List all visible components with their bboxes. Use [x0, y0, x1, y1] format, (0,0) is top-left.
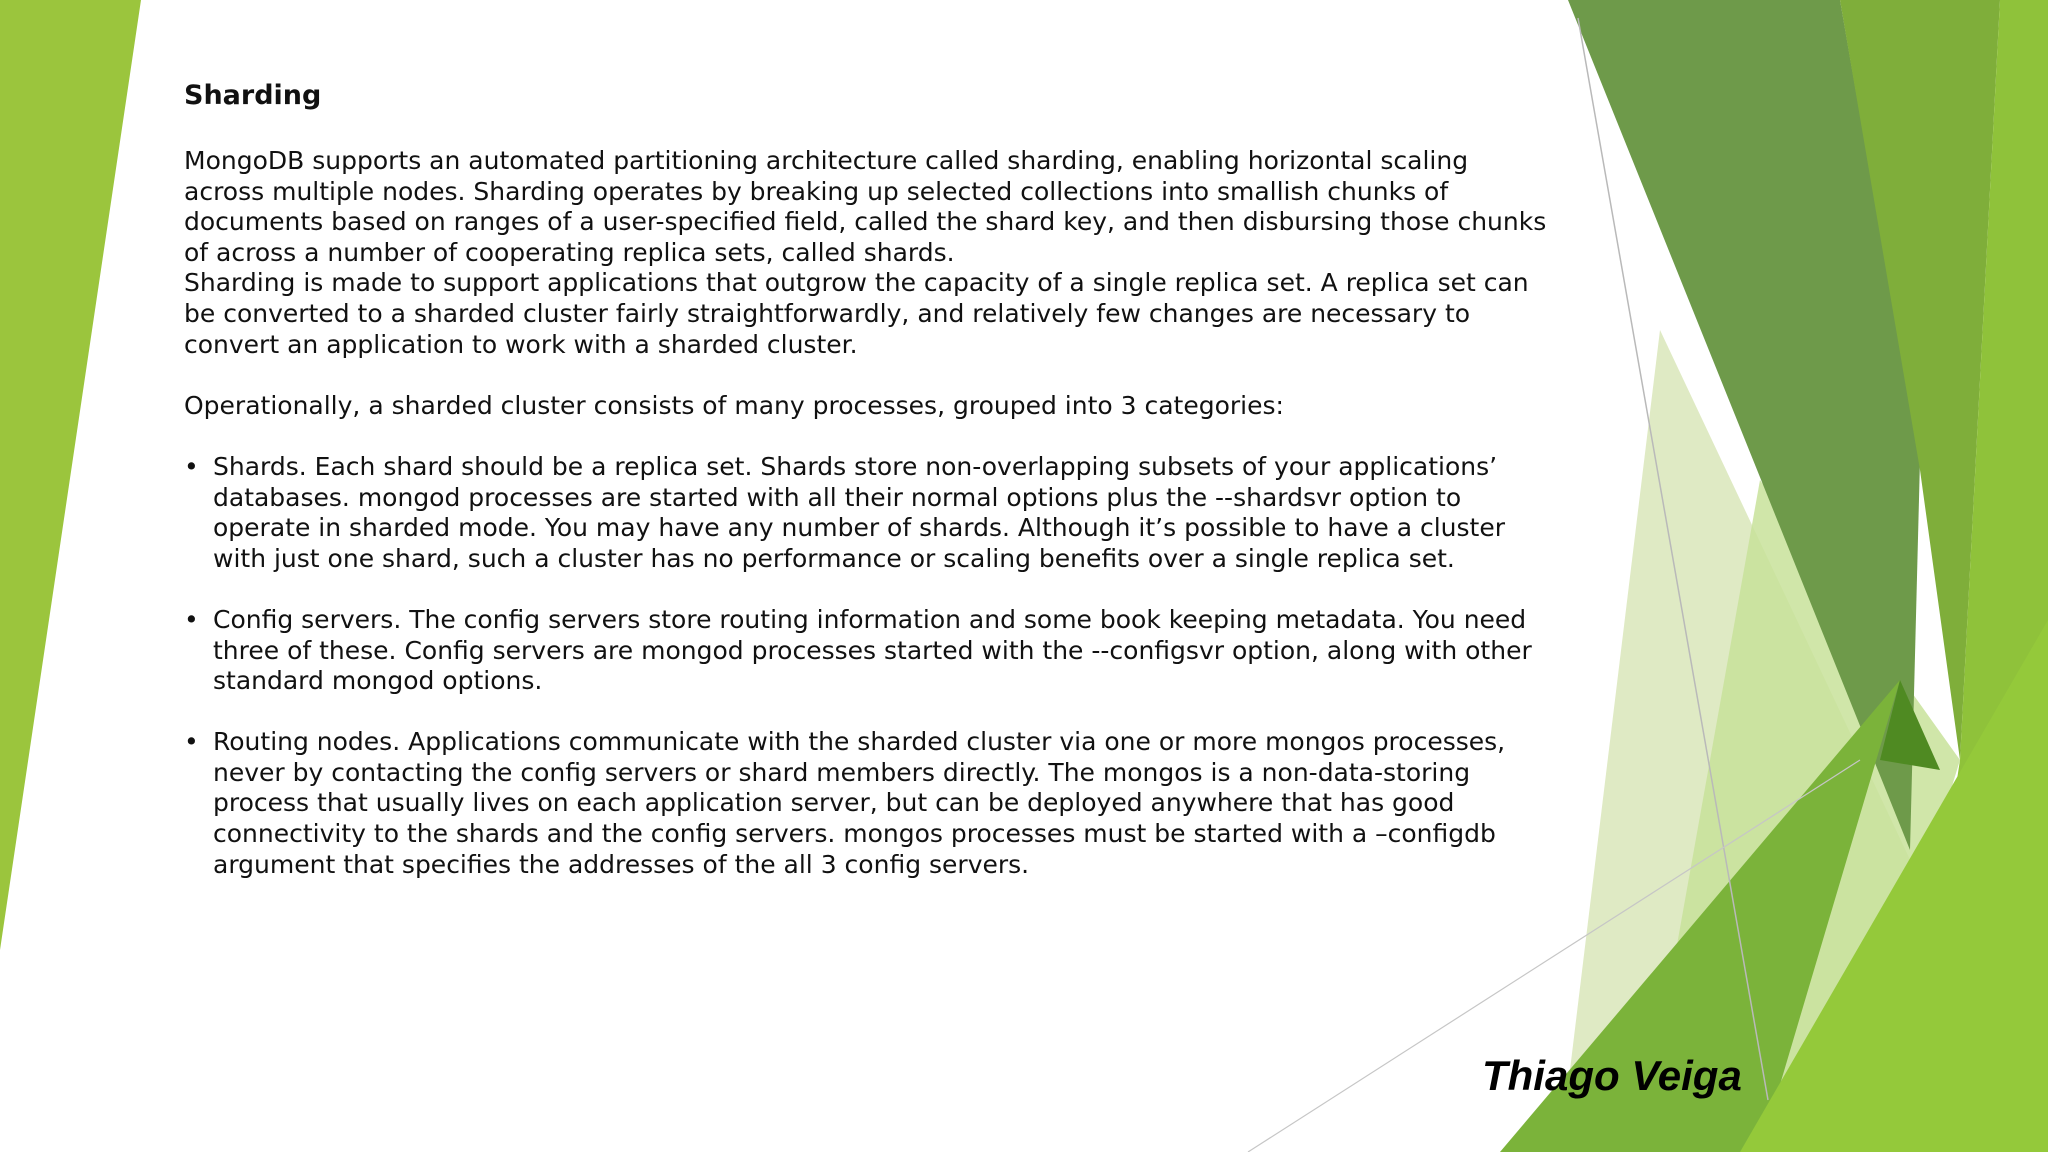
intro-paragraph-2: Sharding is made to support applications that outgrow the capacity of a single replica set. A replica set can be converted to a sharded cluster fairly straightforwardly, and relatively few changes are necessary to convert an application to work with a sharded cluster.: [184, 268, 1529, 359]
bullet-text: Shards. Each shard should be a replica set. Shards store non-overlapping subsets of your applications’ databases. mongod processes are started with all their normal options plus the --shardsvr option to operate in sharded mode. You may have any number of shards. Although it’s possible to have a cluster with just one shard, such a cluster has no performance or scaling benefits over a single replica set.: [213, 451, 1506, 573]
bullet-icon: •: [184, 604, 199, 634]
intro-paragraph-1: MongoDB supports an automated partitioning architecture called sharding, enabling horizontal scaling across multiple nodes. Sharding operates by breaking up selected collections into smallish chunks of documents based on ranges of a user-specified field, called the shard key, and then disbursing those chunks of across a number of cooperating replica sets, called shards.: [184, 146, 1547, 267]
bullet-text: Config servers. The config servers store routing information and some book keeping metadata. You need three of these. Config servers are mongod processes started with the --configsvr option, along with other standard mongod options.: [213, 604, 1532, 696]
spacer: [184, 574, 1554, 605]
left-green-stripe: [0, 0, 141, 950]
spacer: [184, 421, 1554, 452]
spacer: [184, 360, 1554, 391]
categories-intro: Operationally, a sharded cluster consists of many processes, grouped into 3 categories:: [184, 390, 1284, 420]
bullet-icon: •: [184, 451, 199, 481]
spacer: [184, 697, 1554, 728]
bullet-icon: •: [184, 727, 199, 757]
slide-content: [184, 78, 1554, 880]
bullet-item-config-servers: [184, 605, 1554, 697]
slide-title: Sharding: [184, 80, 322, 111]
bullet-item-shards: [184, 452, 1554, 574]
author-name: Thiago Veiga: [1482, 1052, 1742, 1099]
bullet-item-routing-nodes: [184, 727, 1554, 880]
bullet-text: Routing nodes. Applications communicate with the sharded cluster via one or more mongos processes, never by contacting the config servers or shard members directly. The mongos is a non-data-storing process that usually lives on each application server, but can be deployed anywhere that has good connectivity to the shards and the config servers. mongos processes must be started with a –configdb argument that specifies the addresses of the all 3 config servers.: [213, 727, 1506, 879]
